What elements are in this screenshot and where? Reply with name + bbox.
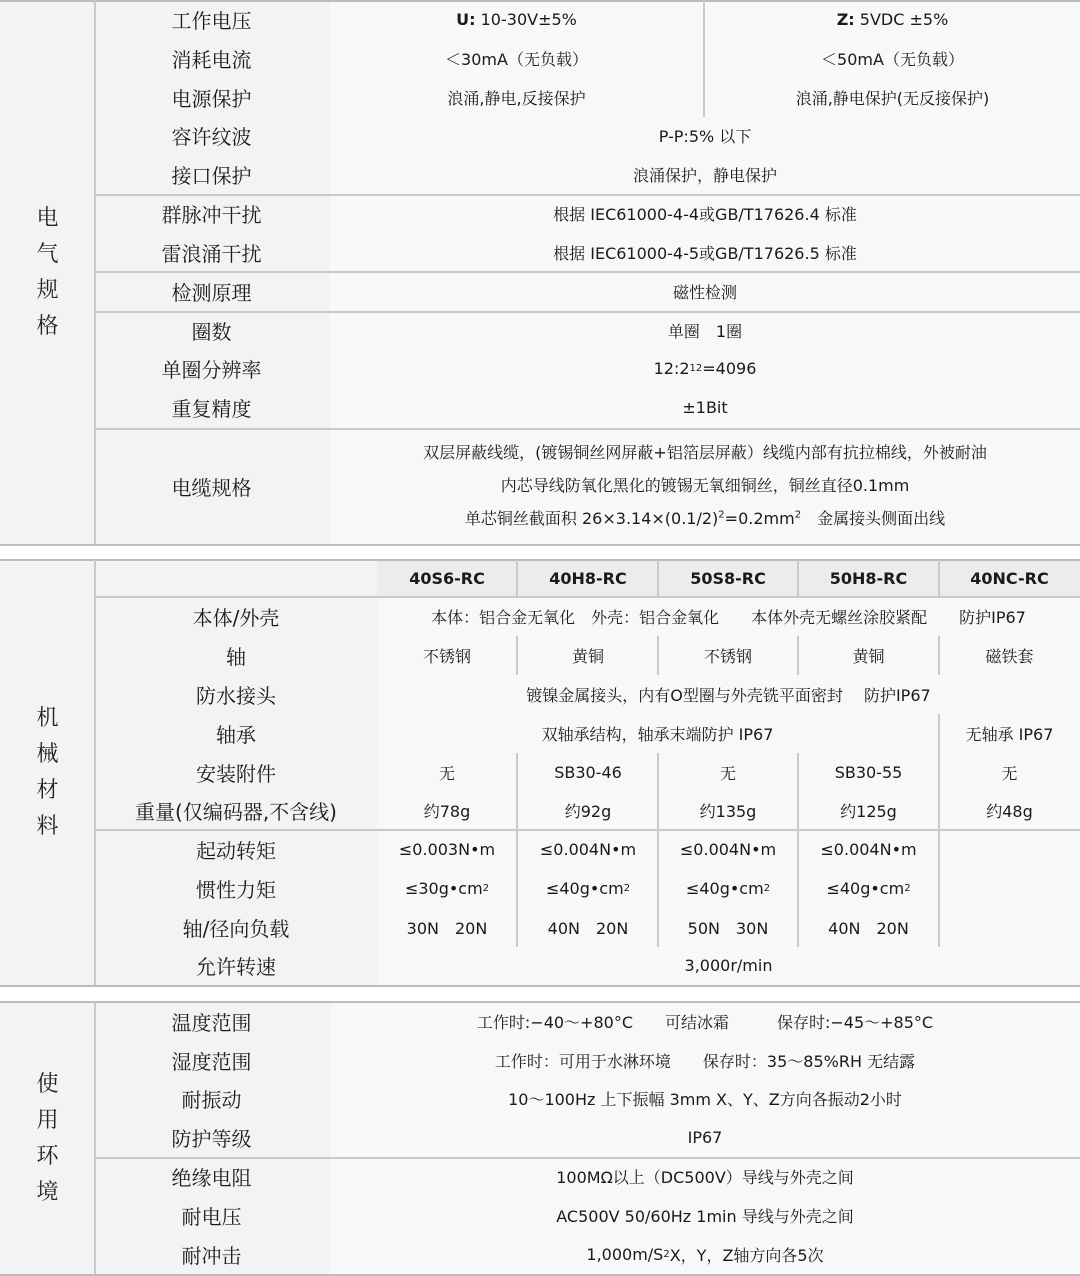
label-speed: 允许转速 bbox=[196, 955, 276, 979]
label-inertia: 惯性力矩 bbox=[196, 878, 276, 902]
label-temperature: 温度范围 bbox=[171, 1011, 252, 1035]
shaft-value: 不锈钢 bbox=[703, 647, 752, 666]
load-value: 30N 20N bbox=[406, 919, 488, 938]
accessory-value: 无 bbox=[719, 764, 736, 783]
label-body: 本体/外壳 bbox=[192, 606, 280, 630]
label-torque: 起动转矩 bbox=[196, 839, 276, 863]
speed-value: 3,000r/min bbox=[684, 956, 773, 975]
torque-value: ≤0.004N•m bbox=[679, 840, 777, 859]
weight-value: 约92g bbox=[564, 802, 612, 821]
label-repeat: 重复精度 bbox=[171, 397, 252, 421]
label-humidity: 湿度范围 bbox=[171, 1050, 252, 1074]
power-protect-u: 浪涌,静电,反接保护 bbox=[447, 89, 586, 108]
inertia-value: ≤40g•cm 2 bbox=[826, 879, 911, 898]
protection-value: IP67 bbox=[687, 1128, 723, 1147]
label-waterproof: 防水接头 bbox=[196, 684, 276, 708]
resolution-value: 12:2 12 =4096 bbox=[653, 359, 757, 378]
label-shaft: 轴 bbox=[226, 645, 246, 669]
label-interface: 接口保护 bbox=[171, 164, 252, 188]
cable-value: 双层屏蔽线缆，(镀锡铜丝网屏蔽+铝箔层屏蔽）线缆内部有抗拉棉线，外被耐油 内芯导线防氧化黑化的镀锡无氧细铜丝，铜丝直径0.1mm 单芯铜丝截面积 $26\times 3.14\times(0.1/2)^2=0.2mm^2$ 金属接头侧面出线 bbox=[423, 443, 987, 528]
waterproof-value: 镀镍金属接头，内有O型圈与外壳铣平面密封 防护IP67 bbox=[526, 686, 931, 705]
current-u: ＜30mA（无负载） bbox=[445, 50, 588, 69]
weight-value: 约125g bbox=[840, 802, 897, 821]
label-current: 消耗电流 bbox=[171, 48, 252, 72]
accessory-value: 无 bbox=[1001, 764, 1018, 783]
interface-value: 浪涌保护，静电保护 bbox=[632, 166, 777, 185]
label-voltage: 工作电压 bbox=[171, 9, 252, 33]
label-protection: 防护等级 bbox=[171, 1127, 252, 1151]
weight-value: 约48g bbox=[986, 802, 1033, 821]
insulation-value: 100MΩ以上（DC500V）导线与外壳之间 bbox=[556, 1168, 854, 1187]
shaft-value: 黄铜 bbox=[571, 647, 604, 666]
inertia-value: ≤30g•cm 2 bbox=[404, 879, 490, 898]
label-insulation: 绝缘电阻 bbox=[171, 1166, 252, 1190]
label-power-protect: 电源保护 bbox=[171, 87, 252, 111]
accessory-value: 无 bbox=[438, 764, 455, 783]
category-environment: 使 用 环 境 bbox=[36, 1072, 59, 1205]
surge-value: 根据 IEC61000-4-5或GB/T17626.5 标准 bbox=[553, 244, 857, 263]
shaft-value: 不锈钢 bbox=[422, 647, 471, 666]
label-withstand: 耐电压 bbox=[181, 1205, 242, 1229]
ripple-value: P-P:5% 以下 bbox=[658, 127, 752, 146]
load-value: 50N 30N bbox=[687, 919, 769, 938]
model-header: 40S6-RC bbox=[409, 569, 485, 588]
principle-value: 磁性检测 bbox=[672, 283, 737, 302]
model-header: 40H8-RC bbox=[549, 569, 627, 588]
inertia-value: ≤40g•cm 2 bbox=[685, 879, 771, 898]
withstand-value: AC500V 50/60Hz 1min 导线与外壳之间 bbox=[556, 1207, 854, 1226]
shaft-value: 磁铁套 bbox=[985, 647, 1034, 666]
accessory-value: SB30-55 bbox=[834, 763, 903, 782]
torque-value: ≤0.004N•m bbox=[820, 840, 917, 859]
load-value: 40N 20N bbox=[828, 919, 909, 938]
label-load: 轴/径向负载 bbox=[182, 917, 290, 941]
label-vibration: 耐振动 bbox=[181, 1088, 242, 1112]
label-surge: 雷浪涌干扰 bbox=[161, 242, 262, 266]
shaft-value: 黄铜 bbox=[852, 647, 885, 666]
label-turns: 圈数 bbox=[191, 320, 232, 344]
burst-value: 根据 IEC61000-4-4或GB/T17626.4 标准 bbox=[553, 205, 857, 224]
label-accessory: 安装附件 bbox=[196, 762, 276, 786]
shock-value: 1,000m/S 2 X，Y，Z轴方向各5次 bbox=[586, 1245, 824, 1265]
turns-value: 单圈 1圈 bbox=[667, 322, 743, 341]
accessory-value: SB30-46 bbox=[554, 763, 622, 782]
label-resolution: 单圈分辨率 bbox=[161, 358, 262, 382]
bearing-nc-value: 无轴承 IP67 bbox=[965, 725, 1054, 744]
bearing-value: 双轴承结构，轴承末端防护 IP67 bbox=[541, 725, 774, 744]
weight-value: 约135g bbox=[699, 802, 757, 821]
voltage-z: Z: 5VDC ±5% bbox=[836, 10, 949, 29]
voltage-u: U: 10-30V±5% bbox=[456, 10, 577, 29]
label-shock: 耐冲击 bbox=[181, 1244, 242, 1268]
weight-value: 约78g bbox=[423, 802, 471, 821]
label-burst: 群脉冲干扰 bbox=[161, 203, 262, 227]
category-electrical: 电 气 规 格 bbox=[36, 205, 59, 339]
vibration-value: 10～100Hz 上下振幅 3mm X、Y、Z方向各振动2小时 bbox=[508, 1090, 902, 1109]
label-weight: 重量(仅编码器,不含线) bbox=[135, 800, 337, 824]
load-value: 40N 20N bbox=[547, 919, 629, 938]
model-header: 40NC-RC bbox=[970, 569, 1049, 588]
label-ripple: 容许纹波 bbox=[171, 125, 252, 149]
model-header: 50S8-RC bbox=[690, 569, 766, 588]
torque-value: ≤0.004N•m bbox=[539, 840, 637, 859]
inertia-value: ≤40g•cm 2 bbox=[545, 879, 631, 898]
label-principle: 检测原理 bbox=[171, 281, 252, 305]
current-z: ＜50mA（无负载） bbox=[821, 50, 964, 69]
category-mechanical: 机 械 材 料 bbox=[36, 706, 59, 839]
label-cable: 电缆规格 bbox=[171, 476, 252, 500]
power-protect-z: 浪涌,静电保护(无反接保护) bbox=[795, 89, 990, 108]
repeat-value: ±1Bit bbox=[682, 398, 728, 417]
body-value: 本体：铝合金无氧化 外壳：铝合金氧化 本体外壳无螺丝涂胶紧配 防护IP67 bbox=[431, 608, 1026, 627]
label-bearing: 轴承 bbox=[216, 723, 256, 747]
torque-value: ≤0.003N•m bbox=[398, 840, 496, 859]
temperature-value: 工作时:−40～+80°C 可结冰霜 保存时:−45～+85°C bbox=[476, 1013, 934, 1032]
humidity-value: 工作时：可用于水淋环境 保存时：35～85%RH 无结露 bbox=[494, 1052, 916, 1071]
model-header: 50H8-RC bbox=[829, 569, 908, 588]
